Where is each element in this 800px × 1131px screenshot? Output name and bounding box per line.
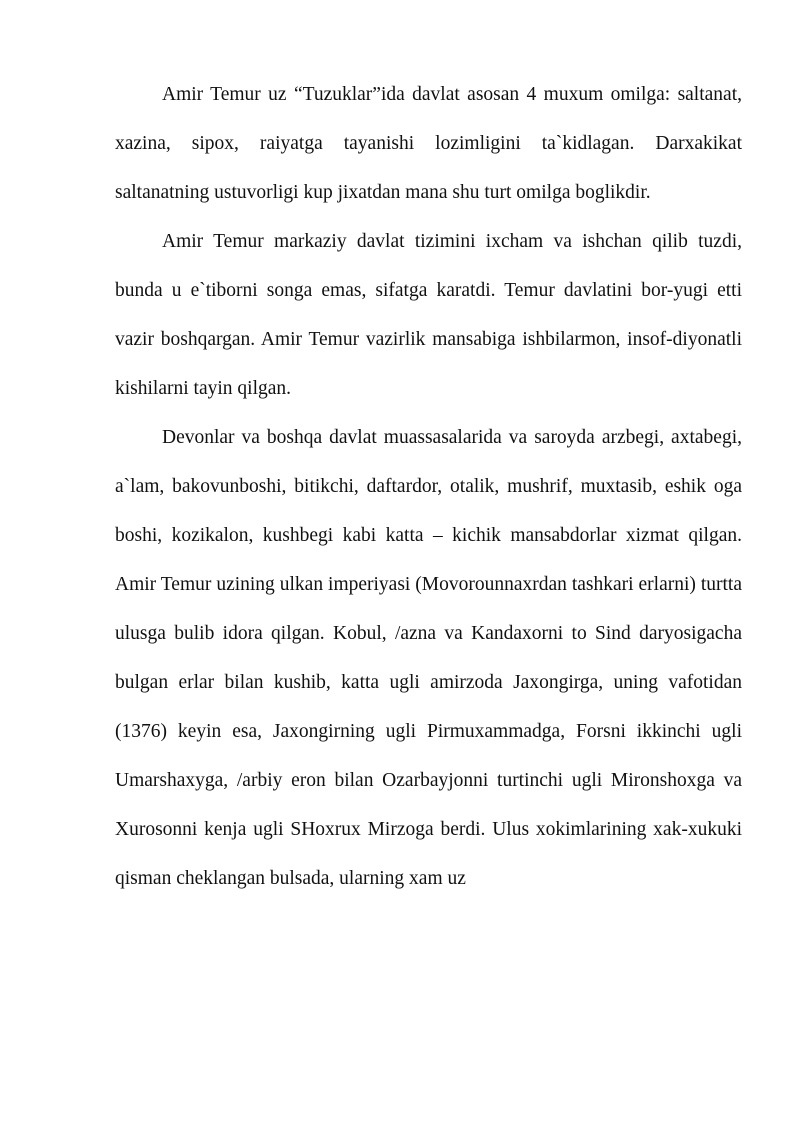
paragraph-offices-and-uluses: Devonlar va boshqa davlat muassasalarida va saroyda arzbegi, axtabegi, a`lam, bakovunboshi, bitikchi, daftardor, otalik, mushrif, muxtasib, eshik oga boshi, kozikalon, kushbegi kabi katta – kichik mansabdorlar xizmat qilgan. Amir Temur uzining ulkan imperiyasi (Movorounnaxrdan tashkari erlarni) turtta ulusga bulib idora qilgan. Kobul, /azna va Kandaxorni to Sind daryosigacha bulgan erlar bilan kushib, katta ugli amirzoda Jaxongirga, uning vafotidan (1376) keyin esa, Jaxongirning ugli Pirmuxammadga, Forsni ikkinchi ugli Umarshaxyga, /arbiy eron bilan Ozarbayjonni turtinchi ugli Mironshoxga va Xurosonni kenja ugli SHoxrux Mirzoga berdi. Ulus xokimlarining xak-xukuki qisman cheklangan bulsada, ularning xam uz	[115, 427, 742, 889]
paragraph-tuzuklar-pillars: Amir Temur uz “Tuzuklar”ida davlat asosan 4 muxum omilga: saltanat, xazina, sipox, raiyatga tayanishi lozimligini ta`kidlagan. Darxakikat saltanatning ustuvorligi kup jixatdan mana shu turt omilga boglikdir.	[115, 84, 742, 203]
document-page	[115, 70, 742, 903]
paragraph-central-state-system: Amir Temur markaziy davlat tizimini ixcham va ishchan qilib tuzdi, bunda u e`tiborni songa emas, sifatga karatdi. Temur davlatini bor-yugi etti vazir boshqargan. Amir Temur vazirlik mansabiga ishbilarmon, insof-diyonatli kishilarni tayin qilgan.	[115, 231, 742, 399]
